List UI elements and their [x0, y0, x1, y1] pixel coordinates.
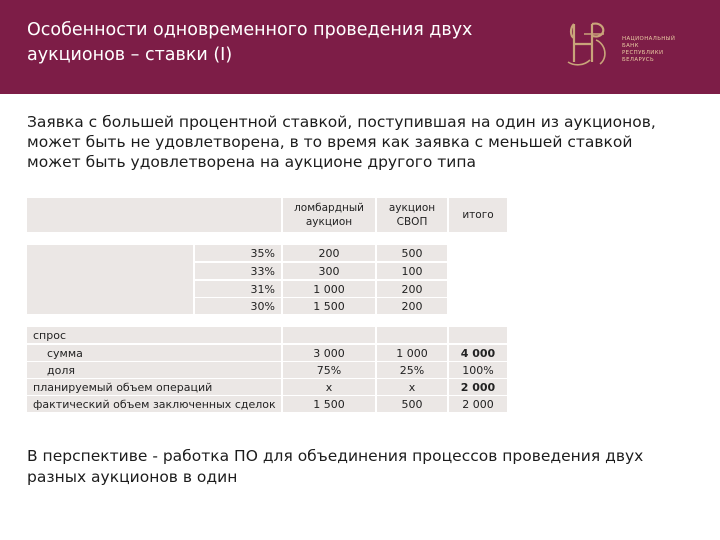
footer-paragraph: В перспективе - работка ПО для объединения процессов проведения двух разных аукционов в один: [27, 447, 644, 486]
swap-cell: 200: [377, 298, 447, 314]
lombard-cell: 200: [283, 245, 375, 261]
actual-label: фактический объем заключенных сделок: [27, 396, 281, 412]
bank-logo: [560, 14, 710, 74]
rate-cell: 35%: [195, 245, 281, 261]
actual-lombard: 1 500: [283, 396, 375, 412]
lead-paragraph: Заявка с большей процентной ставкой, поступившая на один из аукционов, может быть не удовлетворена, в то время как заявка с меньшей ставкой может быть удовлетворена на аукционе другого типа: [27, 113, 656, 171]
header-total: итого: [449, 198, 507, 232]
demand-label: спрос: [27, 327, 281, 343]
header-bar: [0, 0, 720, 94]
rate-label-spacer: [27, 245, 193, 314]
actual-total: 2 000: [449, 396, 507, 412]
logo-text: НАЦИОНАЛЬНЫЙ БАНК РЕСПУБЛИКИ БЕЛАРУСЬ: [622, 36, 676, 63]
sum-label: сумма: [27, 345, 281, 361]
planned-swap: x: [377, 379, 447, 395]
header-swap: аукцион СВОП: [377, 198, 447, 232]
demand-spacer: [283, 327, 375, 343]
lombard-cell: 1 000: [283, 281, 375, 297]
sum-swap: 1 000: [377, 345, 447, 361]
actual-swap: 500: [377, 396, 447, 412]
lombard-cell: 1 500: [283, 298, 375, 314]
swap-cell: 100: [377, 263, 447, 279]
rate-cell: 30%: [195, 298, 281, 314]
sum-lombard: 3 000: [283, 345, 375, 361]
lombard-cell: 300: [283, 263, 375, 279]
demand-spacer: [377, 327, 447, 343]
swap-cell: 200: [377, 281, 447, 297]
planned-label: планируемый объем операций: [27, 379, 281, 395]
rate-cell: 33%: [195, 263, 281, 279]
planned-lombard: x: [283, 379, 375, 395]
logo-emblem-icon: [560, 14, 620, 74]
slide-title: Особенности одновременного проведения двух аукционов – ставки (I): [27, 20, 473, 65]
table-header-blank: [27, 198, 281, 232]
demand-spacer: [449, 327, 507, 343]
rate-cell: 31%: [195, 281, 281, 297]
share-swap: 25%: [377, 362, 447, 378]
swap-cell: 500: [377, 245, 447, 261]
planned-total: 2 000: [449, 379, 507, 395]
sum-total: 4 000: [449, 345, 507, 361]
share-lombard: 75%: [283, 362, 375, 378]
share-total: 100%: [449, 362, 507, 378]
header-lombard: ломбардный аукцион: [283, 198, 375, 232]
share-label: доля: [27, 362, 281, 378]
